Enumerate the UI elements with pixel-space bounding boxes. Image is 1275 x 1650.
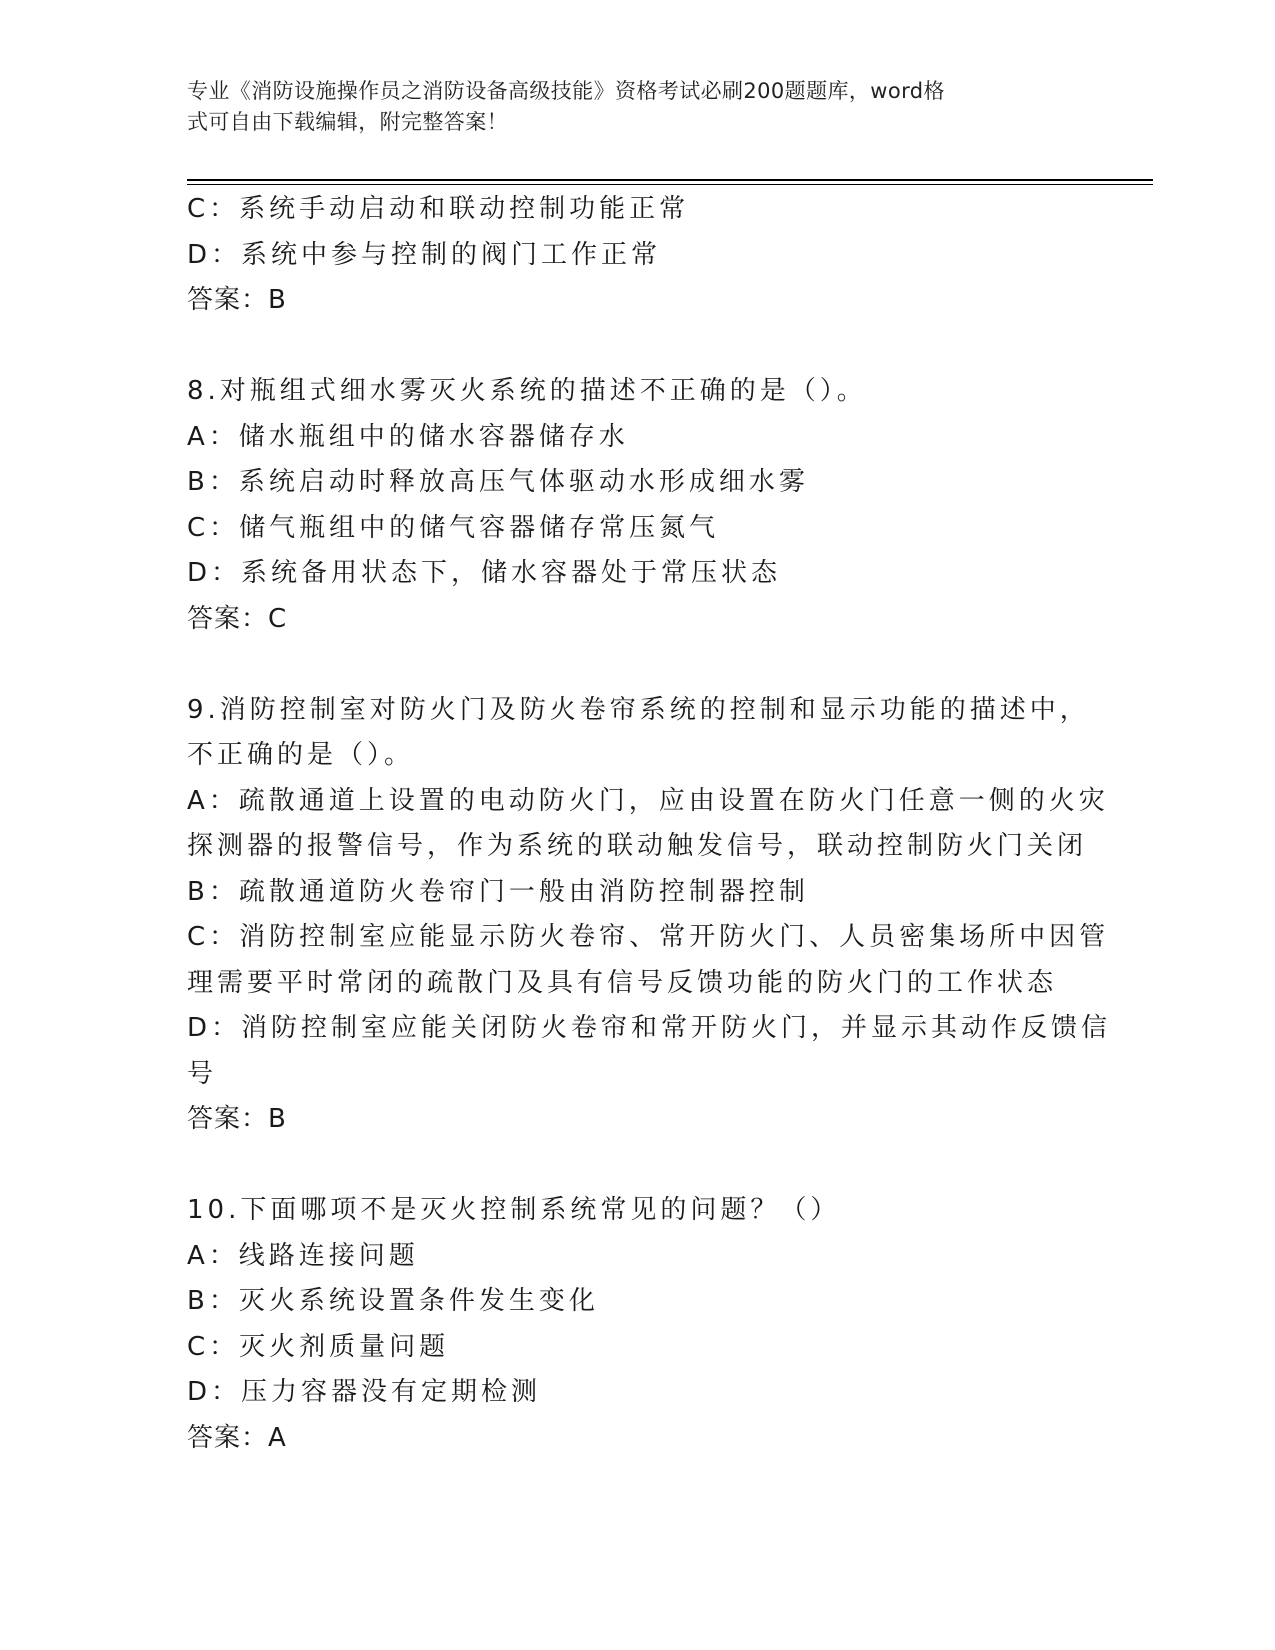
question-text: 10.下面哪项不是灭火控制系统常见的问题？（） <box>187 1195 841 1225</box>
question-text: 8.对瓶组式细水雾灭火系统的描述不正确的是（）。 <box>187 376 867 406</box>
question-10 <box>187 1188 1087 1461</box>
option-a: A：储水瓶组中的储水容器储存水 <box>187 421 629 452</box>
header-line-1: 专业《消防设施操作员之消防设备高级技能》资格考试必刷200题题库，word格 <box>187 79 945 103</box>
option-b: B：疏散通道防火卷帘门一般由消防控制器控制 <box>187 876 809 907</box>
question-list <box>187 187 1112 1461</box>
question-text-continued: 不正确的是（）。 <box>187 740 415 770</box>
option-a-continued: 探测器的报警信号，作为系统的联动触发信号，联动控制防火门关闭 <box>187 831 1088 861</box>
option-c: C：消防控制室应能显示防火卷帘、常开防火门、人员密集场所中因管 <box>187 922 1110 952</box>
question-7-tail <box>187 187 1087 324</box>
option-a: A：线路连接问题 <box>187 1240 419 1271</box>
option-d: D：系统备用状态下，储水容器处于常压状态 <box>187 558 782 588</box>
option-c-continued: 理需要平时常闭的疏散门及具有信号反馈功能的防火门的工作状态 <box>187 967 1058 998</box>
option-b: B：系统启动时释放高压气体驱动水形成细水雾 <box>187 467 809 497</box>
option-c: C：储气瓶组中的储气容器储存常压氮气 <box>187 512 720 543</box>
option-d-continued: 号 <box>187 1058 218 1089</box>
option-d: D：系统中参与控制的阀门工作正常 <box>187 239 662 270</box>
option-d: D：压力容器没有定期检测 <box>187 1377 542 1407</box>
option-c: C：灭火剂质量问题 <box>187 1331 450 1362</box>
option-b: B：灭火系统设置条件发生变化 <box>187 1286 599 1316</box>
answer-line: 答案：B <box>187 285 287 315</box>
question-8 <box>187 369 1087 642</box>
option-a: A：疏散通道上设置的电动防火门，应由设置在防火门任意一侧的火灾 <box>187 785 1109 816</box>
page-header <box>187 76 1067 138</box>
spacer <box>187 1143 1087 1189</box>
header-divider-thin <box>187 184 1153 185</box>
answer-line: 答案：A <box>187 1422 287 1453</box>
option-c: C：系统手动启动和联动控制功能正常 <box>187 194 690 224</box>
question-text: 9.消防控制室对防火门及防火卷帘系统的控制和显示功能的描述中， <box>187 694 1090 725</box>
header-line-2: 式可自由下载编辑，附完整答案！ <box>187 110 508 134</box>
spacer <box>187 642 1087 688</box>
option-d: D：消防控制室应能关闭防火卷帘和常开防火门，并显示其动作反馈信 <box>187 1013 1112 1043</box>
answer-line: 答案：C <box>187 603 288 634</box>
spacer <box>187 324 1087 370</box>
answer-line: 答案：B <box>187 1104 287 1134</box>
header-divider-thick <box>187 179 1153 181</box>
question-9 <box>187 688 1112 1143</box>
